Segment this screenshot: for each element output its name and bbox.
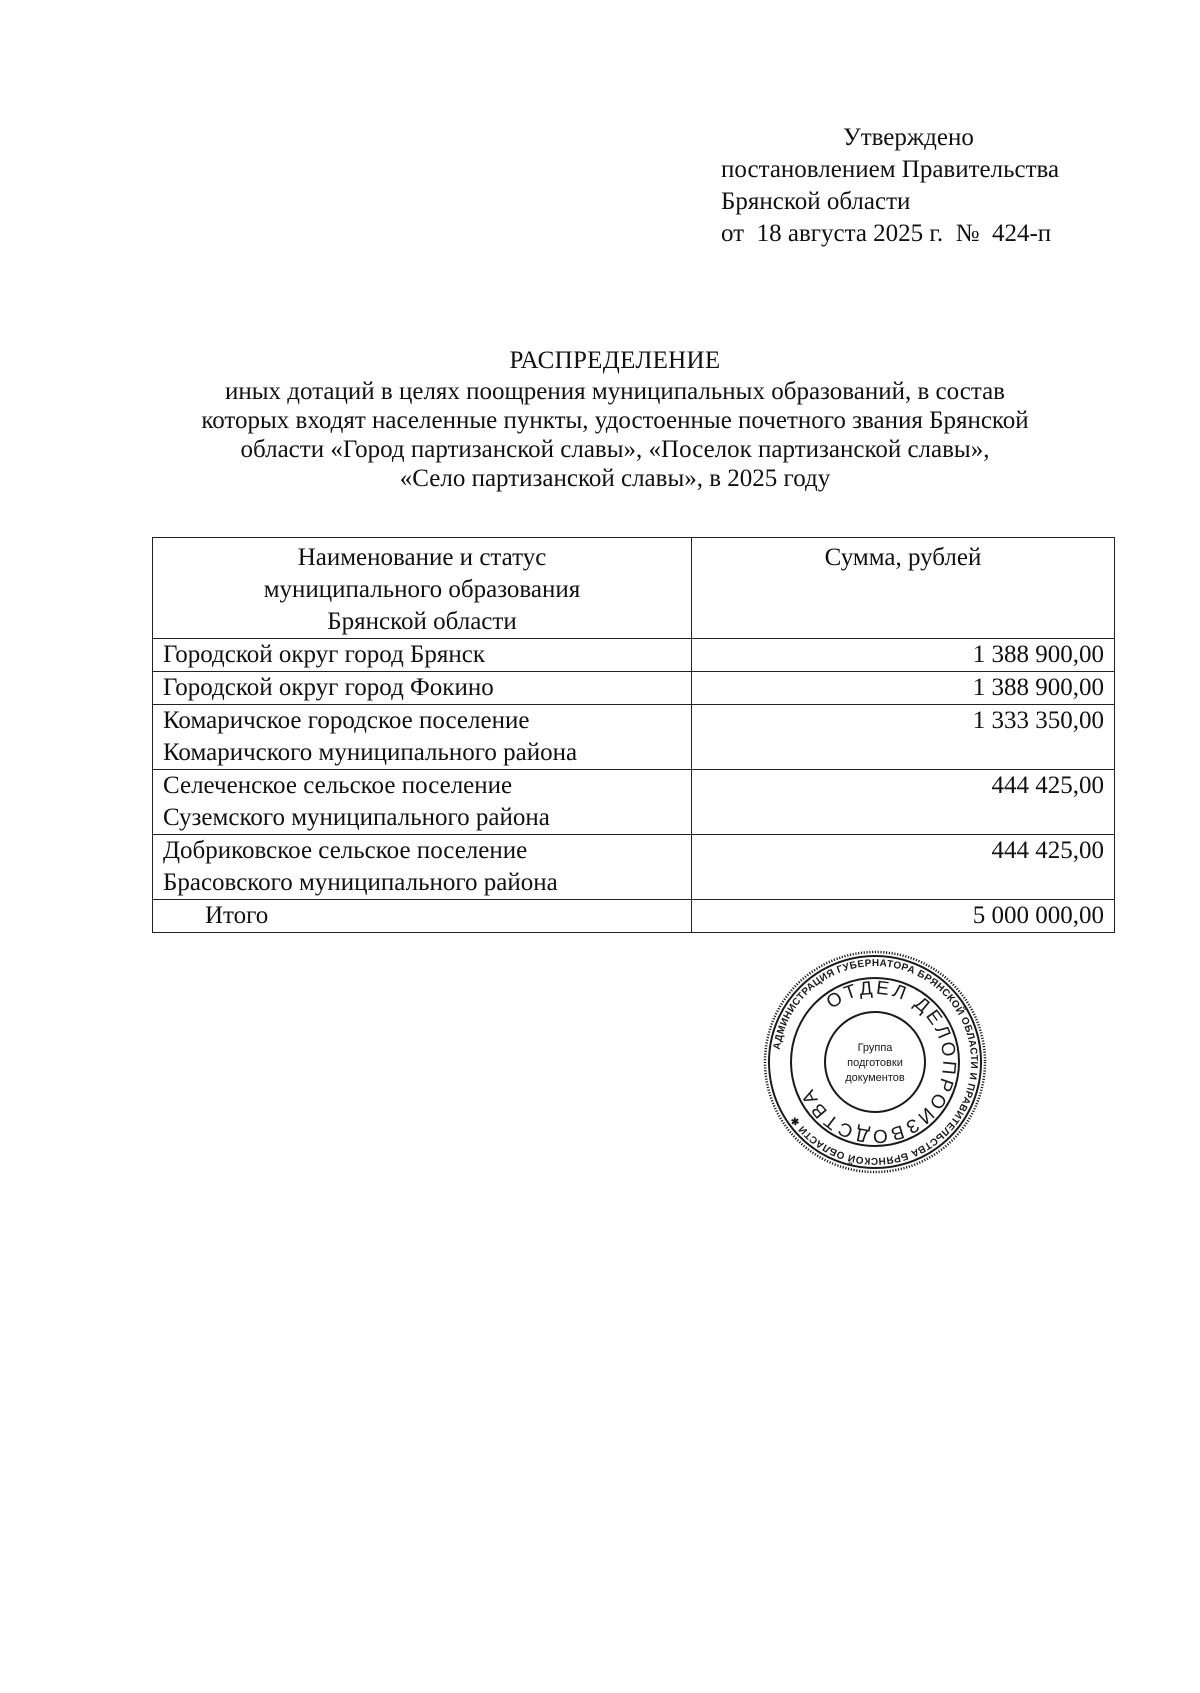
title-line: которых входят населенные пункты, удостоенные почетного звания Брянской — [201, 407, 1029, 434]
table-row — [153, 705, 1115, 770]
approval-line-approved: Утверждено — [843, 124, 974, 151]
row-name-line: Брасовского муниципального района — [163, 869, 558, 896]
table-header-row — [153, 538, 1115, 639]
row-name-line: Суземского муниципального района — [163, 804, 550, 831]
row-sum-cell: 1 388 900,00 — [692, 639, 1115, 672]
approval-line-date-number: от 18 августа 2025 г. № 424-п — [721, 220, 1052, 247]
row-sum-cell: 1 333 350,00 — [692, 705, 1115, 770]
official-stamp — [760, 947, 990, 1182]
total-row — [153, 900, 1115, 933]
header-name-cell — [153, 538, 692, 639]
table-row — [153, 672, 1115, 705]
stamp-seal-icon — [760, 947, 990, 1177]
table-row — [153, 770, 1115, 835]
document-title — [150, 346, 1080, 493]
approval-line-resolution: постановлением Правительства — [721, 156, 1060, 183]
row-name-cell — [153, 705, 692, 770]
row-name-cell — [153, 770, 692, 835]
stamp-center-line: документов — [845, 1072, 905, 1084]
stamp-outer-ring-text: АДМИНИСТРАЦИЯ ГУБЕРНАТОРА БРЯНСКОЙ ОБЛАСТИ И ПРАВИТЕЛЬСТВА БРЯНСКОЙ ОБЛАСТИ ✱ — [771, 957, 980, 1167]
row-name-line: Комаричское городское поселение — [163, 707, 530, 734]
title-line: «Село партизанской славы», в 2025 году — [399, 465, 831, 492]
row-name-line: Городской округ город Брянск — [163, 641, 486, 668]
table-row — [153, 639, 1115, 672]
row-name-cell — [153, 639, 692, 672]
stamp-center-line: Группа — [857, 1042, 893, 1054]
approval-line-region: Брянской области — [721, 188, 911, 215]
title-heading: РАСПРЕДЕЛЕНИЕ — [509, 347, 721, 374]
approval-block — [721, 122, 1059, 250]
header-sum-cell: Сумма, рублей — [692, 538, 1115, 639]
stamp-center-line: подготовки — [847, 1057, 903, 1069]
total-sum-cell: 5 000 000,00 — [692, 900, 1115, 933]
stamp-middle-ring-text: ОТДЕЛ ДЕЛОПРОИЗВОДСТВА — [796, 977, 960, 1147]
row-name-cell — [153, 835, 692, 900]
header-name-line: Брянской области — [327, 608, 517, 635]
row-sum-cell: 1 388 900,00 — [692, 672, 1115, 705]
title-line: области «Город партизанской славы», «Поселок партизанской славы», — [240, 436, 990, 463]
header-name-line: муниципального образования — [263, 576, 581, 603]
distribution-table — [152, 537, 1115, 933]
table-row — [153, 835, 1115, 900]
row-sum-cell: 444 425,00 — [692, 835, 1115, 900]
row-name-cell — [153, 672, 692, 705]
header-name-line: Наименование и статус — [297, 544, 547, 571]
row-name-line: Селеченское сельское поселение — [163, 772, 513, 799]
title-line: иных дотаций в целях поощрения муниципальных образований, в состав — [225, 378, 1005, 405]
row-sum-cell: 444 425,00 — [692, 770, 1115, 835]
total-label-cell: Итого — [153, 900, 692, 933]
row-name-line: Комаричского муниципального района — [163, 739, 578, 766]
row-name-line: Городской округ город Фокино — [163, 674, 494, 701]
row-name-line: Добриковское сельское поселение — [163, 837, 528, 864]
